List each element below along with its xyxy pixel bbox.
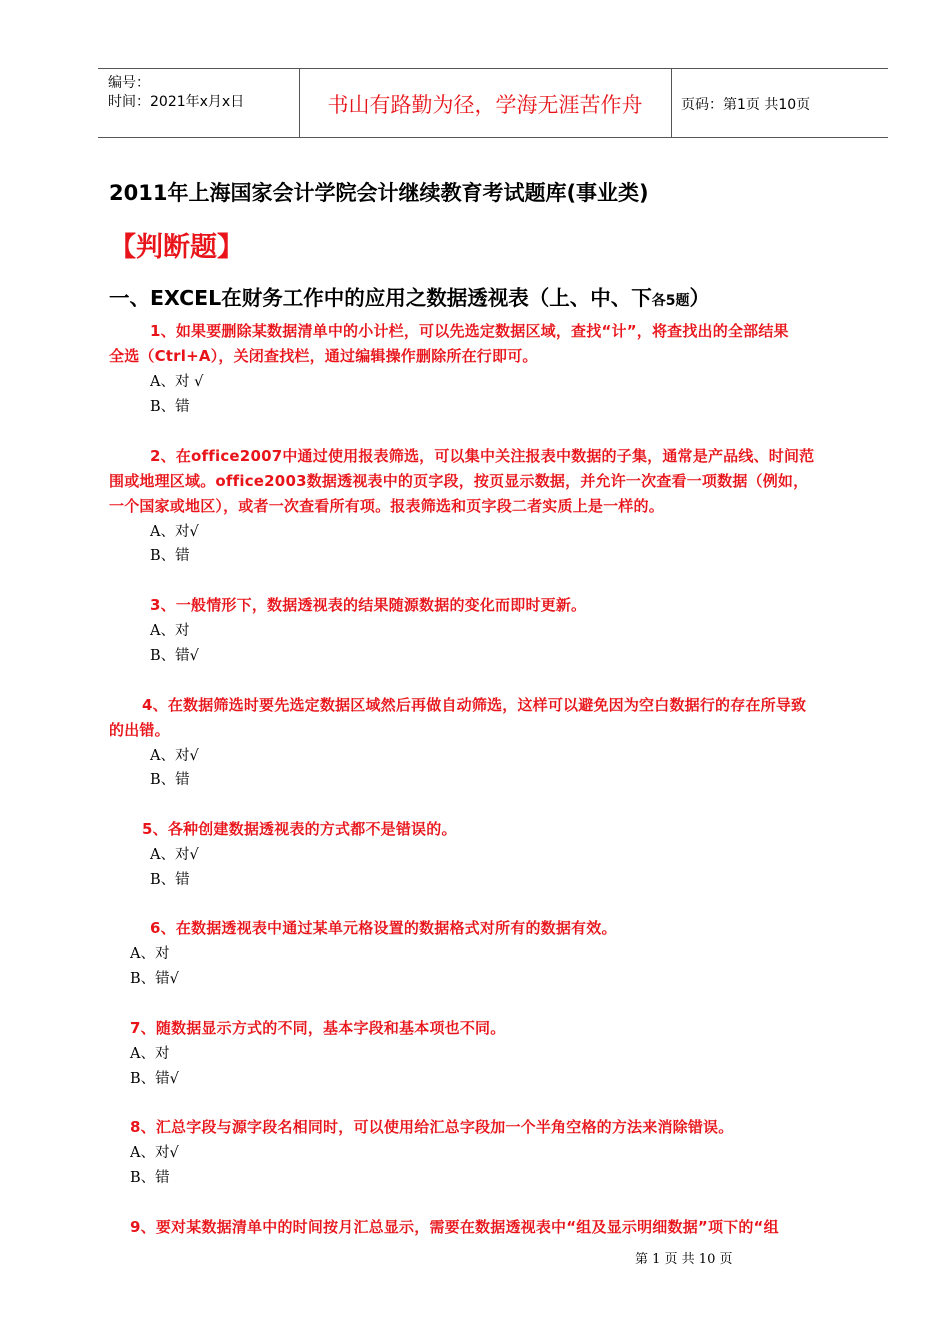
question-2-line-1: 2、在office2007中通过使用报表筛选，可以集中关注报表中数据的子集，通常是产品线、时间范 xyxy=(150,447,815,465)
question-1-option-b: B、错 xyxy=(150,399,190,415)
question-7-line-1: 7、随数据显示方式的不同，基本字段和基本项也不同。 xyxy=(130,1019,506,1037)
question-5-line-1: 5、各种创建数据透视表的方式都不是错误的。 xyxy=(142,820,457,838)
question-1-line-1: 1、如果要删除某数据清单中的小计栏，可以先选定数据区域，查找“计”，将查找出的全部结果 xyxy=(150,322,789,340)
question-3-option-b: B、错√ xyxy=(150,648,199,664)
question-1-option-a: A、对 √ xyxy=(150,374,204,390)
header-meta-cell xyxy=(98,69,300,137)
time-label: 时间：2021年x月x日 xyxy=(108,94,245,110)
question-2-line-3: 一个国家或地区），或者一次查看所有项。报表筛选和页字段二者实质上是一样的。 xyxy=(109,497,664,515)
question-4-option-a: A、对√ xyxy=(150,748,199,764)
question-6-option-a: A、对 xyxy=(130,946,170,962)
header-page-cell xyxy=(672,69,888,137)
section-heading-close: ） xyxy=(689,286,710,310)
document-header xyxy=(98,68,888,138)
question-7-option-b: B、错√ xyxy=(130,1071,179,1087)
header-motto-cell xyxy=(299,69,672,137)
question-2-line-2: 围或地理区域。office2003数据透视表中的页字段，按页显示数据，并允许一次查看一项数据（例如， xyxy=(109,472,809,490)
question-5-option-a: A、对√ xyxy=(150,847,199,863)
question-3-line-1: 3、一般情形下，数据透视表的结果随源数据的变化而即时更新。 xyxy=(150,596,587,614)
section-label: 【判断题】 xyxy=(109,232,244,263)
motto: 书山有路勤为径，学海无涯苦作舟 xyxy=(327,93,643,117)
question-6-line-1: 6、在数据透视表中通过某单元格设置的数据格式对所有的数据有效。 xyxy=(150,919,617,937)
document-title: 2011年上海国家会计学院会计继续教育考试题库(事业类) xyxy=(109,181,649,205)
question-4-line-2: 的出错。 xyxy=(109,721,170,739)
section-heading xyxy=(109,281,710,311)
section-heading-text: 一、EXCEL在财务工作中的应用之数据透视表（上、中、下 xyxy=(109,286,652,310)
question-8-option-b: B、错 xyxy=(130,1170,170,1186)
question-2-option-b: B、错 xyxy=(150,548,190,564)
question-7-option-a: A、对 xyxy=(130,1046,170,1062)
page-footer: 第 1 页 共 10 页 xyxy=(635,1252,733,1267)
question-4-option-b: B、错 xyxy=(150,772,190,788)
number-label: 编号： xyxy=(108,75,150,91)
question-8-line-1: 8、汇总字段与源字段名相同时，可以使用给汇总字段加一个半角空格的方法来消除错误。 xyxy=(130,1118,734,1136)
page-info: 页码：第1页 共10页 xyxy=(681,97,811,113)
question-8-option-a: A、对√ xyxy=(130,1145,179,1161)
question-9-line-1: 9、要对某数据清单中的时间按月汇总显示，需要在数据透视表中“组及显示明细数据”项下的“组 xyxy=(130,1218,779,1236)
question-5-option-b: B、错 xyxy=(150,872,190,888)
question-6-option-b: B、错√ xyxy=(130,971,179,987)
question-3-option-a: A、对 xyxy=(150,623,190,639)
question-1-line-2: 全选（Ctrl+A），关闭查找栏，通过编辑操作删除所在行即可。 xyxy=(109,347,538,365)
section-heading-count: 各5题 xyxy=(651,293,690,309)
question-4-line-1: 4、在数据筛选时要先选定数据区域然后再做自动筛选，这样可以避免因为空白数据行的存在所导致 xyxy=(142,696,807,714)
question-2-option-a: A、对√ xyxy=(150,524,199,540)
